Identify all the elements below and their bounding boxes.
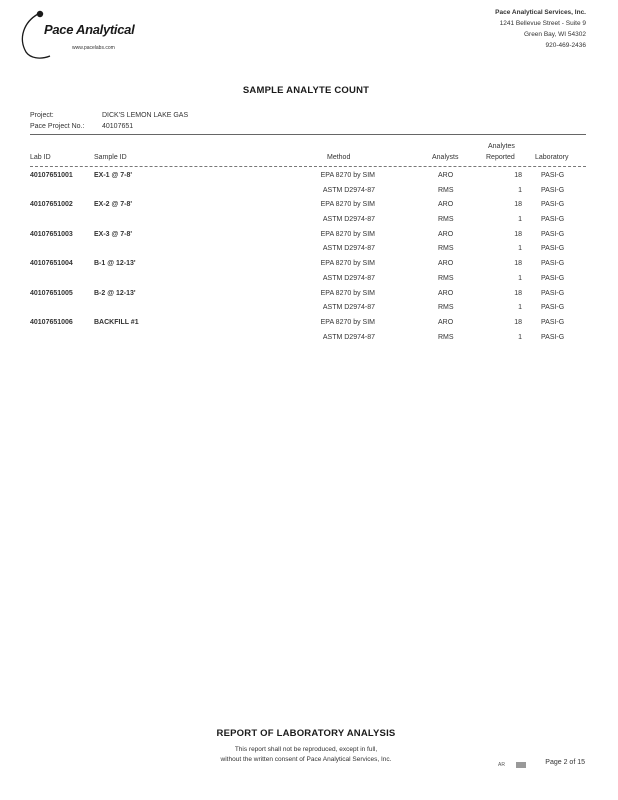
analytes-reported-cell: 1 [518, 304, 522, 312]
company-name: Pace Analytical Services, Inc. [495, 9, 586, 16]
analysts-cell: ARO [438, 172, 454, 179]
page-title: SAMPLE ANALYTE COUNT [242, 85, 370, 96]
table-row [0, 288, 618, 303]
footer-note-line2: without the written consent of Pace Analytical Services, Inc. [220, 756, 392, 763]
footer-title: REPORT OF LABORATORY ANALYSIS [216, 728, 396, 739]
header-laboratory: Laboratory [535, 154, 569, 161]
laboratory-cell: PASI-G [541, 333, 565, 341]
table-row [0, 214, 618, 229]
analytes-reported-cell: 18 [514, 318, 522, 326]
header-divider [30, 166, 586, 167]
laboratory-cell: PASI-G [541, 230, 565, 238]
sample-id-cell: EX-3 @ 7-8' [94, 230, 133, 238]
sample-id-cell: B-2 @ 12-13' [94, 289, 136, 297]
company-logo [16, 4, 146, 64]
project-label: Project: [30, 112, 54, 119]
table-row [0, 199, 618, 214]
table-row [0, 332, 618, 347]
laboratory-cell: PASI-G [541, 289, 565, 297]
analytes-reported-cell: 1 [518, 333, 522, 341]
analytes-reported-cell: 1 [518, 186, 522, 194]
sample-id-cell: EX-2 @ 7-8' [94, 201, 133, 209]
analytes-reported-cell: 18 [514, 201, 522, 209]
analytes-reported-cell: 1 [518, 245, 522, 253]
method-cell: EPA 8270 by SIM [320, 230, 375, 238]
lab-id-cell: 40107651006 [30, 318, 73, 326]
table-row [0, 317, 618, 332]
header-method: Method [327, 154, 351, 161]
table-row [0, 243, 618, 258]
analytes-reported-cell: 18 [514, 260, 522, 268]
table-row [0, 302, 618, 317]
table-row [0, 229, 618, 244]
laboratory-cell: PASI-G [541, 201, 565, 209]
analysts-cell: ARO [438, 201, 454, 209]
header-reported: Reported [486, 154, 515, 161]
table-row [0, 170, 618, 185]
header-sample-id: Sample ID [94, 154, 127, 161]
method-cell: ASTM D2974-87 [322, 186, 375, 194]
header-analysts: Analysts [432, 154, 459, 161]
table-header [0, 141, 618, 167]
analysts-cell: RMS [438, 186, 454, 194]
barcode-stamp [516, 762, 526, 768]
method-cell: EPA 8270 by SIM [320, 201, 375, 209]
method-cell: EPA 8270 by SIM [320, 260, 375, 268]
analytes-reported-cell: 1 [518, 216, 522, 224]
method-cell: ASTM D2974-87 [322, 304, 375, 312]
sample-id-cell: B-1 @ 12-13' [94, 260, 136, 268]
analysts-cell: RMS [438, 274, 454, 282]
table-row [0, 258, 618, 273]
table-row [0, 273, 618, 288]
method-cell: ASTM D2974-87 [322, 245, 375, 253]
laboratory-cell: PASI-G [541, 186, 565, 194]
sample-id-cell: EX-1 @ 7-8' [94, 172, 133, 179]
method-cell: EPA 8270 by SIM [320, 289, 375, 297]
sample-id-cell: BACKFILL #1 [94, 318, 139, 326]
laboratory-cell: PASI-G [541, 245, 565, 253]
analysts-cell: RMS [438, 304, 454, 312]
company-address-line2: Green Bay, WI 54302 [523, 31, 586, 38]
analysts-cell: RMS [438, 216, 454, 224]
lab-id-cell: 40107651002 [30, 201, 73, 209]
header-lab-id: Lab ID [30, 154, 51, 161]
laboratory-cell: PASI-G [541, 216, 565, 224]
company-phone: 920-469-2436 [545, 42, 586, 49]
logo-url: www.pacelabs.com [72, 45, 115, 51]
table-row [0, 185, 618, 200]
footer-note-line1: This report shall not be reproduced, except in full, [234, 746, 378, 753]
laboratory-cell: PASI-G [541, 260, 565, 268]
logo-wordmark: Pace Analytical [44, 22, 135, 37]
lab-id-cell: 40107651001 [30, 172, 73, 179]
laboratory-cell: PASI-G [541, 274, 565, 282]
analytes-reported-cell: 1 [518, 274, 522, 282]
lab-id-cell: 40107651004 [30, 260, 73, 268]
company-address-block [495, 7, 586, 51]
reviewer-initials: AR [498, 762, 505, 768]
project-number-label: Pace Project No.: [30, 123, 85, 130]
analysts-cell: ARO [438, 289, 454, 297]
project-value: DICK'S LEMON LAKE GAS [102, 112, 189, 119]
analysts-cell: RMS [438, 333, 454, 341]
analysts-cell: ARO [438, 318, 454, 326]
analysts-cell: ARO [438, 230, 454, 238]
laboratory-cell: PASI-G [541, 304, 565, 312]
project-divider [30, 134, 586, 135]
laboratory-cell: PASI-G [541, 172, 565, 179]
company-address-line1: 1241 Bellevue Street - Suite 9 [499, 20, 586, 27]
method-cell: EPA 8270 by SIM [320, 318, 375, 326]
analytes-reported-cell: 18 [514, 289, 522, 297]
analytes-reported-cell: 18 [514, 230, 522, 238]
lab-id-cell: 40107651003 [30, 230, 73, 238]
project-number-value: 40107651 [102, 123, 134, 130]
method-cell: ASTM D2974-87 [322, 216, 375, 224]
analysts-cell: RMS [438, 245, 454, 253]
lab-id-cell: 40107651005 [30, 289, 73, 297]
analyte-table-body [0, 170, 618, 346]
analytes-reported-cell: 18 [514, 172, 522, 179]
page-number: Page 2 of 15 [545, 759, 585, 766]
analysts-cell: ARO [438, 260, 454, 268]
laboratory-cell: PASI-G [541, 318, 565, 326]
header-analytes: Analytes [488, 143, 515, 150]
method-cell: EPA 8270 by SIM [320, 172, 375, 179]
method-cell: ASTM D2974-87 [322, 333, 375, 341]
method-cell: ASTM D2974-87 [322, 274, 375, 282]
